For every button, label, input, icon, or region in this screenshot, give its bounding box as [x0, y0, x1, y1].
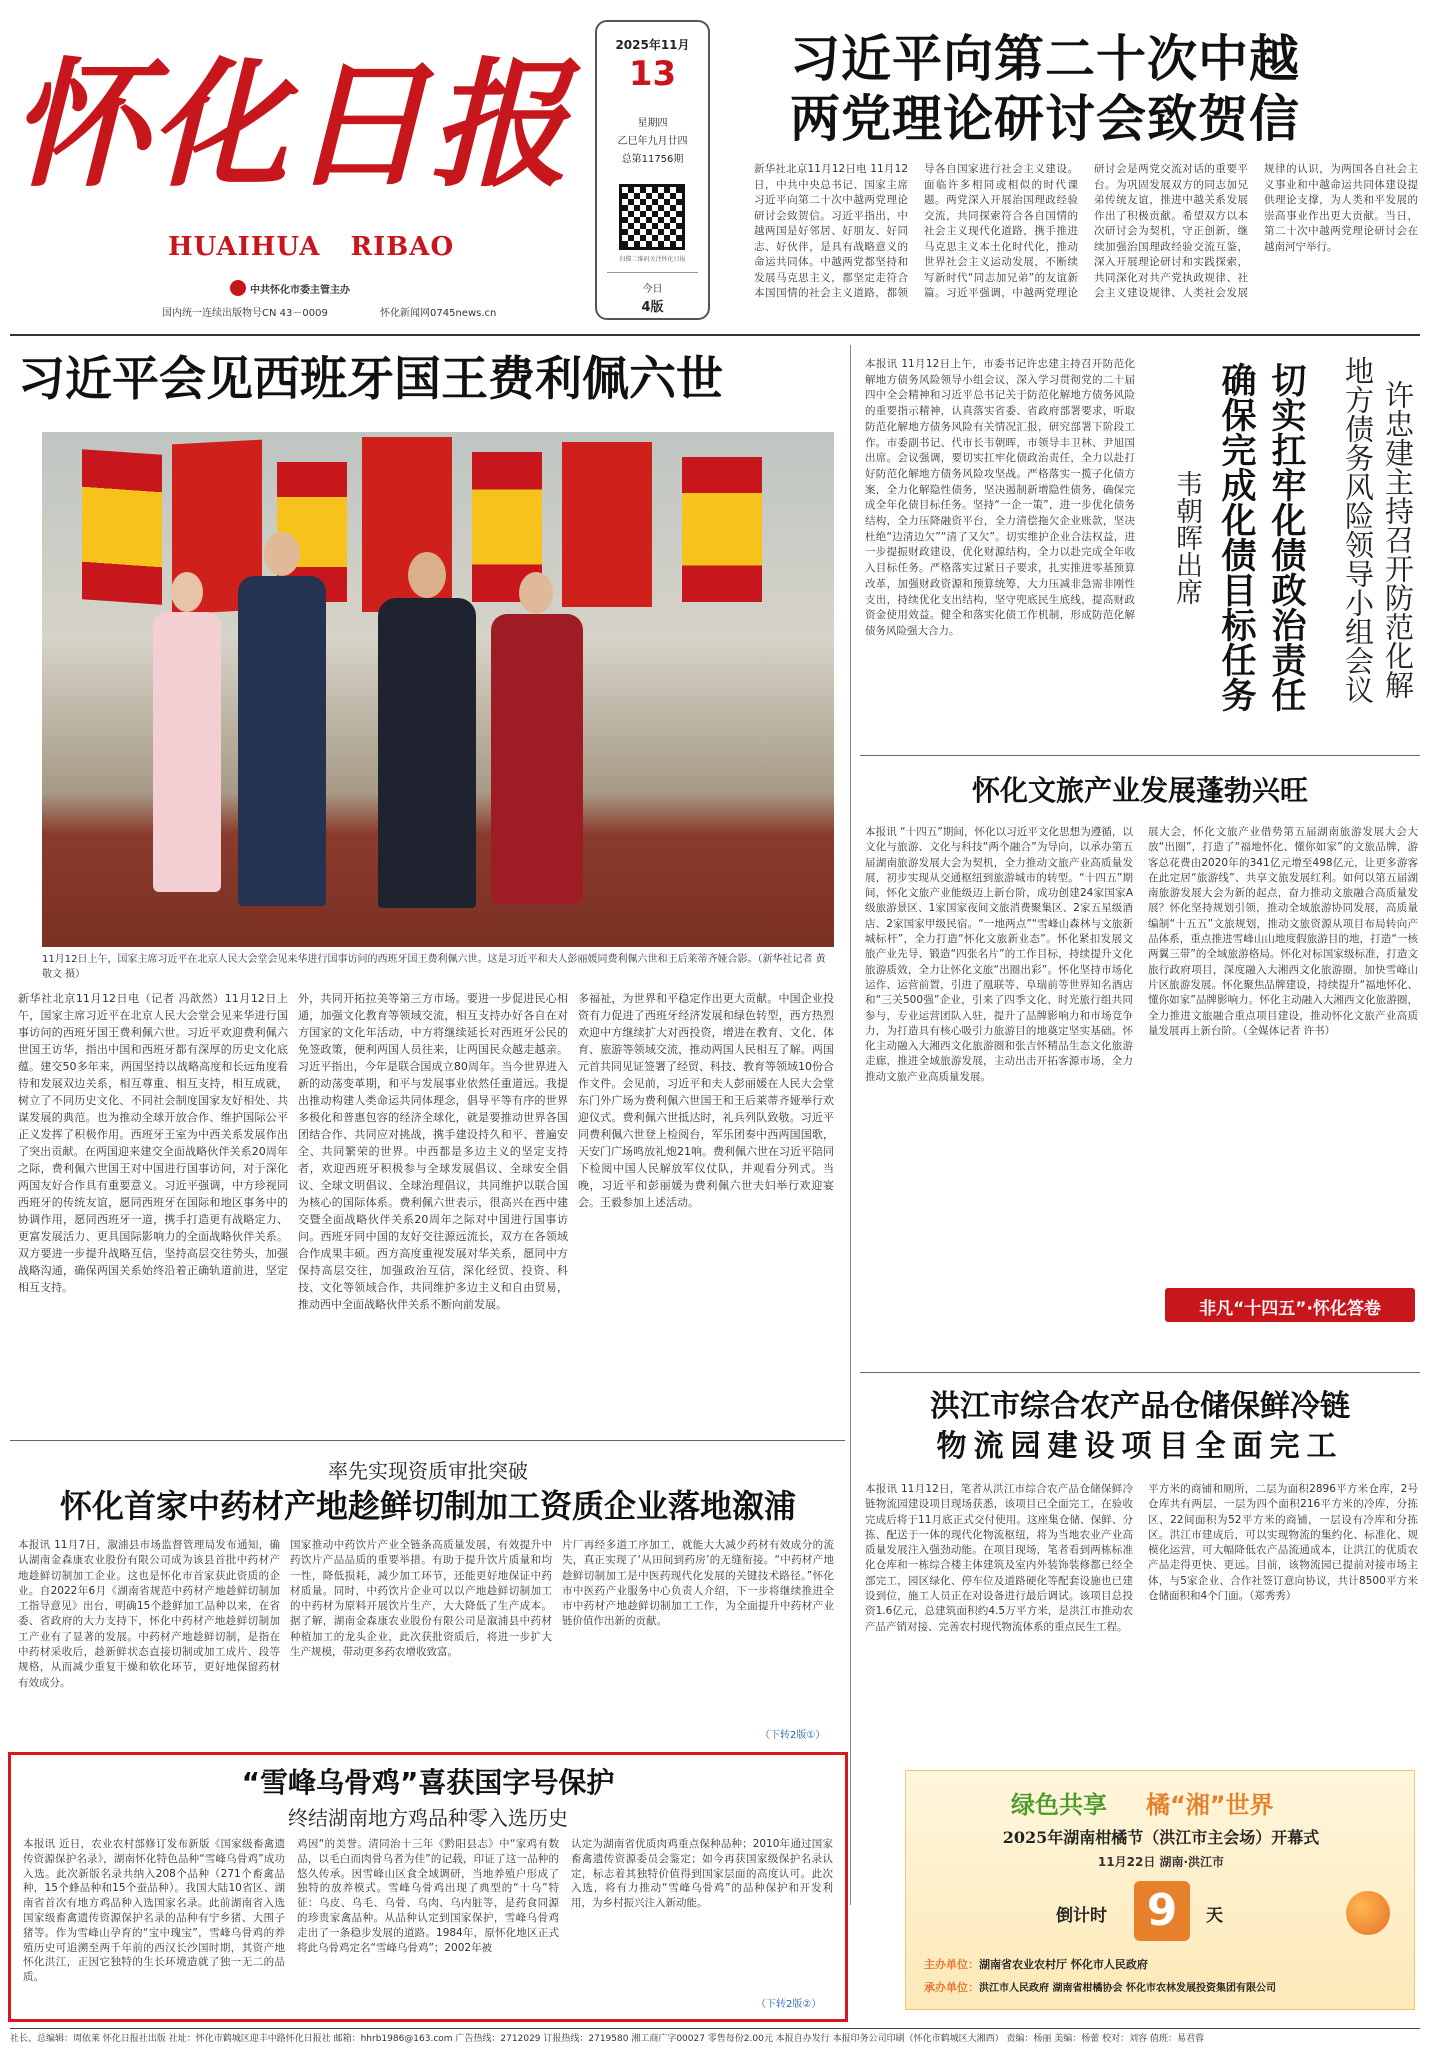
pages-count: 4版	[641, 300, 664, 315]
herb-body-col2: 国家推动中药饮片产业全链条高质量发展，有效提升中药饮片产品品质的重要举措。有助于提升饮片质量和均一性，降低损耗，减少加工环节，还能更好地保证中药材质量。同时，中药饮片企业可以以产地趁鲜切制加工的中药材为原料开展饮片生产，大大降低了生产成本。据了解，湖南金森康农业股份有限公司是溆浦县中药材种植加工的龙头企业，此次获批资质后，将进一步扩大生产规模，带动更多药农增收致富。	[290, 1539, 552, 1659]
masthead-pinyin: HUAIHUA RIBAO	[168, 232, 455, 262]
top-story-body: 新华社北京11月12日电 11月12日，中共中央总书记、国家主席习近平向第二十次中越两党理论研讨会致贺信。习近平指出，中越两国是好邻居、好朋友、好同志、好伙伴，是具有战略意义的命运共同体。中越两党都坚持和发展马克思主义，都坚定走符合本国国情的社会主义道路，都领导各自国家进行社会主义建设。面临许多相同或相似的时代课题。两党深入开展治国理政经验交流，共同探索符合各自国情的社会主义现代化道路，携手推进马克思主义本土化时代化，推动世界社会主义运动发展，不断续写新时代“同志加兄弟”的友谊新篇。习近平强调，中越两党理论研讨会是两党交流对话的重要平台。为巩固发展双方的同志加兄弟传统友谊，推进中越关系发展作出了积极贡献。希望双方以本次研讨会为契机，守正创新，继续加强治国理政经验交流互鉴，深入开展理论研讨和实践探索，共同深化对共产党执政规律、社会主义建设规律、人类社会发展规律的认识，为两国各自社会主义事业和中越命运共同体建设提供理论支撑，为人类和平发展的崇高事业作出更大贡献。当日，第二十次中越两党理论研讨会在越南河宁举行。	[754, 163, 1418, 299]
spain-caption-credit: （新华社记者 黄敬文 摄）	[42, 954, 826, 980]
masthead-cn-number: 国内统一连续出版物号CN 43－0009	[162, 308, 328, 319]
debt-body: 本报讯 11月12日上午，市委书记许忠建主持召开防范化解地方债务风险领导小组会议，深入学习贯彻党的二十届四中全会精神和习近平总书记关于防范化解地方债务风险的重要指示精神，认真落实省委、省政府部署要求，听取防范化解地方债务风险有关情况汇报，研究部署下阶段工作。市委副书记、代市长韦朝晖，市领导丰卫林、尹旭国出席。会议强调，要切实扛牢化债政治责任，全力以赴打好防范化解地方债务风险攻坚战。严格落实一揽子化债方案，全力化解隐性债务，坚决遏制新增隐性债务，确保完成全年化债目标任务。坚持“一企一策”，进一步优化债务结构，全力压降融资平台，全力清偿拖欠企业账款，坚决杜绝“边清边欠”“清了又欠”。切实维护企业合法权益，进一步提振财政建设，优化财源结构，全力以赴完成全年收入目标任务。严格落实过紧日子要求，扎实推进零基预算改革，加强财政资源和预算统筹，大力压减非急需非刚性支出，持续优化支出结构，坚守兜底民生底线，提高财政资金使用效益。健全和落实化债工作机制，形成防范化解债务风险强大合力。	[865, 358, 1135, 637]
column-divider	[850, 345, 851, 1905]
date-lunar: 乙巳年九月廿四	[617, 136, 688, 147]
ad-organizer-label: 承办单位：	[924, 1981, 979, 1994]
ad-organizer	[924, 1979, 1276, 1995]
spain-body-col1: 新华社北京11月12日电（记者 冯歆然）11月12日上午，国家主席习近平在北京人民大会堂会见来华进行国事访问的西班牙国王费利佩六世。习近平欢迎费利佩六世国王访华，指出中国和西班牙都有深厚的历史文化底蕴。建交50多年来，两国坚持以战略高度和长远角度看待和发展双边关系，相互尊重、相互支持，相互成就，树立了不同历史文化、不同社会制度国家友好相处、共谋发展的典范。也为推动全球开放合作、维护国际公平正义发挥了积极作用。西班牙王室为中西关系发展作出了突出贡献。在两国迎来建交全面战略伙伴关系20周年之际，费利佩六世国王对中国进行国事访问，对于深化两国友好合作具有重要意义。习近平强调，中方珍视同西班牙的传统友谊，愿同西班牙在国际和地区事务中的协调作用，愿同西班牙一道，携手打造更有战略定力、更富发展活力、更具国际影响力的全面战略伙伴关系。双方要进一步提升战略互信，坚持高层交往势头，加强战略沟通，确保两国关系始终沿着正确轨道前进，坚定相互支持。	[18, 992, 288, 1294]
debt-vertical-sub1: 许忠建主持召开防范化解	[1381, 380, 1415, 699]
ad-title: 2025年湖南柑橘节（洪江市主会场）开幕式	[1002, 1828, 1320, 1847]
tourism-badge[interactable]	[1165, 1288, 1415, 1322]
masthead-website: 怀化新闻网0745news.cn	[380, 308, 497, 319]
ad-host	[924, 1956, 1148, 1972]
logistics-headline-line2[interactable]: 物流园建设项目全面完工	[936, 1429, 1344, 1464]
spain-photo[interactable]	[42, 432, 834, 947]
date-issue: 总第11756期	[621, 154, 684, 165]
tourism-body-col2: 展大会，怀化文旅产业借势第五届湖南旅游发展大会大放“出圈”，打造了“福地怀化、懂你如家”的文旅品牌，游客总花费由2020年的341亿元增至498亿元，让更多游客在此定居“旅游线”、共享文旅发展红利。如何以第五届湖南旅游发展大会为新的起点，奋力推动文旅融合高质量发展？怀化坚持规划引领，推动全域旅游协同发展，高质量编制“十五五”文旅规划，推动文旅资源从项目布局转向产品体系，重点推进雪峰山山地度假旅游目的地，打造“一核两翼三带”的全域旅游格局。怀化对标国家级标准，打造文旅行政府项目，深度融入大湘西文化旅游圈，加快雪峰山片区旅游发展。怀化聚焦品牌建设，持续提升“福地怀化、懂你如家”品牌影响力。怀化主动融入大湘西文化旅游圈，全力推进文旅融合重点项目建设，推动怀化文旅产业高质量发展再上新台阶。（全媒体记者 许书）	[1148, 826, 1418, 1037]
debt-bottom-divider	[860, 755, 1420, 756]
logistics-body-col2: 平方米的商铺和厕所，二层为面积2896平方米仓库，2号仓库共有两层，一层为四个面积216平方米的冷库，分拣区、22间面积为52平方米的商铺，一层设有冷库和分拣区。洪江市建成后，可以实现物流的集约化、标准化、规模化运营，可大幅降低农产品流通成本，让洪江的优质农产品走得更快、更远。目前，该物流园已提前对接市场主体，与5家企业、合作社签订意向协议，共计8500平方米仓储面积和4个门面。（郑秀秀）	[1148, 1483, 1418, 1603]
chicken-subhead: 终结湖南地方鸡品种零入选历史	[288, 1806, 568, 1830]
debt-vertical-head1[interactable]: 切实扛牢化债政治责任	[1266, 362, 1306, 712]
date-year-month: 2025年11月	[615, 38, 690, 52]
tourism-body-col1: 本报讯 “十四五”期间，怀化以习近平文化思想为遵循，以文化与旅游、文化与科技“两个融合”为导向，以承办第五届湖南旅游发展大会为契机，全力推动文旅产业高质量发展，初步实现从交通枢纽到旅游城市的转型。“十四五”期间，怀化文旅产业能级迈上新台阶，成功创建24家国家A级旅游景区、1家国家夜间文旅消费聚集区、2家五星级酒店、2家国家甲级民宿。“一地两点”“雪峰山森林与文旅新城标杆”，全力打造“怀化文旅新业态”。怀化紧扣发展文旅产业先导、锻造“四张名片”的工作目标，持续提升文化旅游质效，全力让怀化文旅“出圈出彩”。怀化坚持市场化运作、运营前置，引进了凰联等、阜瑞前等世界知名酒店和“三关500强”企业，引来了四季文化、时光旅行组共同参与，专业运营团队入驻，提升了品牌影响力和市场竞争力，为打造具有核心吸引力旅游目的地奠定坚实基础。怀化主动融入大湘西文化旅游圈和张吉怀精品生态文化旅游走廊，推进全域旅游发展，主动出击开拓客源市场，全力推动文旅产业高质量发展。	[865, 826, 1133, 1083]
ad-countdown-label: 倒计时	[1056, 1906, 1107, 1926]
chicken-body-col3: 认定为湖南省优质肉鸡重点保种品种；2010年通过国家畜禽遗传资源委员会鉴定；如今再获国家级保护名录认定，标志着其独特价值得到国家层面的高度认可。此次入选，将有力推动“雪峰乌骨鸡”的品种保护和开发利用，为乡村振兴注入新动能。	[571, 1838, 833, 1910]
orange-fruit-icon	[1346, 1891, 1390, 1935]
footer-imprint: 社长、总编辑：周依莱 怀化日报社出版 社址：怀化市鹤城区迎丰中路怀化日报社 邮箱：hhrb1986@163.com 广告热线：2712029 订报热线：2719580 湘工商广字00027 零售每份2.00元 本报自办发行 本报印务公司印刷（怀化市鹤城区大湘西） 责编：杨丽 美编：杨蕾 校对：刘容 值班：易君蓉	[10, 2034, 1205, 2044]
party-emblem-icon	[230, 280, 246, 296]
ad-host-label: 主办单位：	[924, 1958, 979, 1971]
figure-king	[232, 532, 332, 922]
spain-headline[interactable]: 习近平会见西班牙国王费利佩六世	[18, 352, 723, 407]
spain-body-col2: 外，共同开拓拉美等第三方市场。要进一步促进民心相通，加强文化教育等领域交流，相互支持办好各自在对方国家的文化年活动，中方将继续延长对西班牙公民的免签政策，便利两国人员往来，让两国民众越走越亲。习近平指出，今年是联合国成立80周年。当今世界进入新的动荡变革期，和平与发展事业依然任重道远。我提出推动构建人类命运共同体理念，倡导平等有序的世界多极化和普惠包容的经济全球化，就是要推动世界各国团结合作、共同应对挑战，携手建设持久和平、普遍安全、共同繁荣的世界。中西都是多边主义的坚定支持者，欢迎西班牙积极参与全球发展倡议、全球安全倡议、全球文明倡议、全球治理倡议，共同维护以联合国为核心的国际体系。费利佩六世表示，很高兴在西中建交暨全面战略伙伴关系20周年之际对中国进行国事访问。西班牙同中国的友好交往源远流长，双方在各领域合作成果丰硕。西方高度重视发展对华关系，愿同中方保持高层交往，加强政治互信，深化经贸、投资、科技、文化等领域合作，共同维护多边主义和自由贸易，推动西中全面战略伙伴关系不断向前发展。	[298, 992, 568, 1311]
herb-body-col1: 本报讯 11月7日，溆浦县市场监督管理局发布通知，确认湖南金森康农业股份有限公司成为该县首批中药材产地趁鲜切制加工企业。这也是怀化市首家获此资质的企业。自2022年6月《湖南省规范中药材产地趁鲜切制加工指导意见》出台，明确15个趁鲜加工品种以来，在省委、省政府的大力支持下，怀化中药材产地趁鲜切制加工产业有了显著的发展。中药材产地趁鲜切制，是指在中药材采收后，趁新鲜状态直接切制或加工成片、段等规格，从而减少重复干燥和软化环节，更好地保留药材有效成分。	[18, 1539, 280, 1689]
herb-turn-link[interactable]: （下转2版①）	[760, 1730, 826, 1741]
tourism-bottom-divider	[860, 1372, 1420, 1373]
spain-caption-text: 11月12日上午，国家主席习近平在北京人民大会堂会见来华进行国事访问的西班牙国王费利佩六世。这是习近平和夫人彭丽媛同费利佩六世和王后莱蒂齐娅合影。	[42, 954, 758, 965]
herb-headline[interactable]: 怀化首家中药材产地趁鲜切制加工资质企业落地溆浦	[59, 1487, 796, 1525]
debt-vertical-head2[interactable]: 确保完成化债目标任务	[1216, 362, 1256, 712]
ad-slogan-b: 橘“湘”世界	[1146, 1791, 1274, 1819]
chicken-body-col1: 本报讯 近日，农业农村部修订发布新版《国家级畜禽遗传资源保护名录》，湖南怀化特色品种“雪峰乌骨鸡”成功入选。此次新版名录共纳入208个品种（271个畜禽品种，15个蜂品种和15个蚕品种）。我国大陆10省区、湖南省首次有地方鸡品种入选国家名录。此前湖南省入选国家级畜禽遗传资源保护名录的品种有宁乡猪、大围子猪等。作为雪峰山孕育的“宝中瑰宝”，雪峰乌骨鸡的养殖历史可追溯至两千年前的西汉长沙国时期，其资产地怀化洪江，正因它独特的生长环境造就了独一无二的品质。	[23, 1838, 285, 1984]
date-weekday: 星期四	[637, 118, 668, 129]
ad-countdown-unit: 天	[1206, 1906, 1223, 1926]
debt-vertical-attend: 韦朝晖出席	[1171, 470, 1202, 605]
date-day: 13	[628, 54, 677, 94]
ad-date: 11月22日 湖南·洪江市	[1097, 1855, 1225, 1869]
qr-code[interactable]	[619, 184, 685, 250]
tourism-headline[interactable]: 怀化文旅产业发展蓬勃兴旺	[971, 774, 1308, 807]
spain-body-col3: 多福祉，为世界和平稳定作出更大贡献。中国企业投资有力促进了西班牙经济发展和绿色转型，西方热烈欢迎中方继续扩大对西投资，增进在教育、文化、体育、旅游等领域交流，推动两国人民相互了解。两国元首共同见证签署了经贸、科技、教育等领域10份合作文件。会见前，习近平和夫人彭丽媛在人民大会堂东门外广场为费利佩六世国王和王后莱蒂齐娅举行欢迎仪式。费利佩六世抵达时，礼兵列队致敬。习近平同费利佩六世登上检阅台，军乐团奏中西两国国歌，天安门广场鸣放礼炮21响。费利佩六世在习近平陪同下检阅中国人民解放军仪仗队，并观看分列式。当晚，习近平和彭丽媛为费利佩六世夫妇举行欢迎宴会。王毅参加上述活动。	[578, 992, 834, 1209]
pages-label: 今日	[642, 284, 663, 295]
flag-spain-icon	[682, 457, 762, 602]
logistics-headline-line1[interactable]: 洪江市综合农产品仓储保鲜冷链	[930, 1389, 1350, 1424]
ad-host-value: 湖南省农业农村厅 怀化市人民政府	[979, 1958, 1148, 1971]
date-divider	[607, 272, 698, 273]
chicken-body-col2: 鸡因“的美誉。清同治十三年《黔阳县志》中“家鸡有数品，以毛白而肉骨乌者为佳”的记载，印证了这一品种的悠久传承。因雪峰山区食全域调研，当地养殖户形成了独特的放养模式。雪峰乌骨鸡出现了典型的“十乌”特征：乌皮、乌毛、乌骨、乌肉、乌内脏等，是药食同源的珍贵家禽品种。从品种认定到国家保护，雪峰乌骨鸡走出了一条稳步发展的道路。1984年，原怀化地区正式将此乌骨鸡定名“雪峰乌骨鸡”；2002年被	[297, 1838, 559, 1954]
qr-caption: 扫描二维码关注怀化日报	[619, 256, 686, 263]
chicken-turn-link[interactable]: （下转2版②）	[756, 1999, 822, 2010]
debt-vertical-sub2: 地方债务风险领导小组会议	[1341, 356, 1375, 704]
masthead-title: 怀化日报	[10, 43, 571, 206]
ad-slogan-a: 绿色共享	[1011, 1791, 1107, 1819]
tourism-badge-label: 非凡“十四五”·怀化答卷	[1199, 1299, 1381, 1319]
ad-countdown-box	[1134, 1881, 1190, 1941]
figure-queen	[147, 572, 227, 912]
masthead	[10, 10, 590, 330]
herb-body-col3: 片厂再经多道工序加工，就能大大减少药材有效成分的流失，真正实现了‘从田间到药房’的无缝衔接。“中药材产地趁鲜切制加工是中医药现代化发展的关键技术路径。”怀化市中医药产业服务中心负责人介绍，下一步将继续推进全市中药材产地趁鲜切制加工工作，为全面提升中药材产业链价值作出新的贡献。	[562, 1539, 834, 1628]
herb-kicker: 率先实现资质审批突破	[328, 1459, 528, 1483]
figure-peng	[487, 572, 587, 917]
chicken-headline[interactable]: “雪峰乌骨鸡”喜获国字号保护	[241, 1766, 615, 1799]
spain-caption	[42, 952, 834, 982]
ad-countdown-number: 9	[1146, 1885, 1178, 1936]
top-headline-line1[interactable]: 习近平向第二十次中越	[790, 30, 1300, 88]
chicken-story-frame	[8, 1752, 848, 2022]
ad-organizer-value: 洪江市人民政府 湖南省柑橘协会 怀化市农林发展投资集团有限公司	[979, 1983, 1276, 1994]
masthead-divider	[10, 334, 1420, 336]
footer-divider	[10, 2028, 1420, 2029]
figure-xi	[372, 552, 482, 922]
top-headline-line2[interactable]: 两党理论研讨会致贺信	[790, 90, 1300, 148]
citrus-festival-ad[interactable]	[905, 1770, 1415, 2010]
logistics-body-col1: 本报讯 11月12日，笔者从洪江市综合农产品仓储保鲜冷链物流园建设项目现场获悉，该项目已全面完工，在验收完成后将于11月底正式交付使用。这座集仓储、保鲜、分拣、配送于一体的现代化物流枢纽，将为当地农业产业高质量发展注入强劲动能。在项目现场，笔者看到两栋标准化仓库和一栋综合楼主体建筑及室内外装饰装修都已经全部完工，园区绿化、停车位及道路硬化等配套设施也已建设到位，施工人员正在对设备进行最后调试。该项目总投资1.6亿元，总建筑面积约4.5万平方米，是洪江市推动农产品产销对接、完善农村现代物流体系的重点民生工程。	[865, 1483, 1133, 1633]
masthead-sponsor: 中共怀化市委主管主办	[250, 285, 350, 296]
spain-bottom-divider	[10, 1440, 845, 1441]
date-box	[595, 20, 710, 320]
